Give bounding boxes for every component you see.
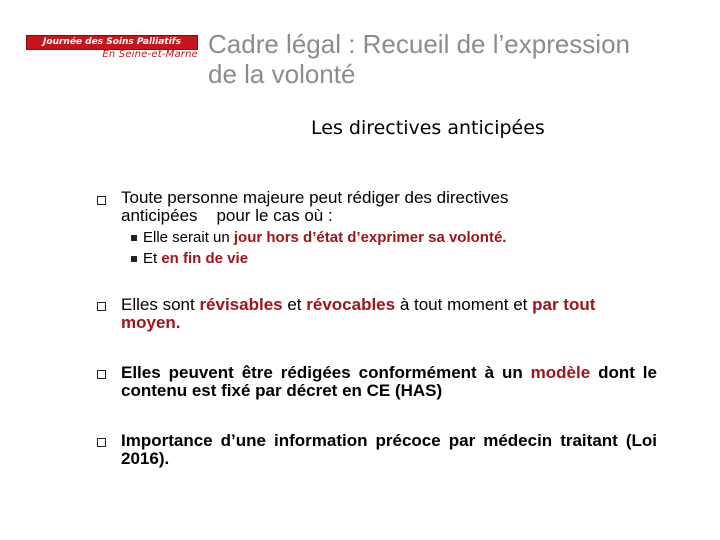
sub-list-item: Elle serait un jour hors d’état d’exprimer sa volonté. xyxy=(131,229,506,246)
checkbox-bullet-icon xyxy=(97,196,108,207)
sub-list-item: Et en fin de vie xyxy=(131,250,248,267)
logo-banner: Journée des Soins Palliatifs xyxy=(26,35,198,50)
list-item: Importance d’une information précoce par médecin traitant (Loi 2016). xyxy=(121,431,657,468)
list-item xyxy=(121,189,657,225)
slide-title-line2: de la volonté xyxy=(208,59,356,89)
square-bullet-icon xyxy=(131,235,137,241)
checkbox-bullet-icon xyxy=(97,370,108,381)
item1-line1: Toute personne majeure peut rédiger des directives xyxy=(121,188,509,207)
checkbox-bullet-icon xyxy=(97,302,108,313)
checkbox-bullet-icon xyxy=(97,438,108,449)
logo-subtitle: En Seine-et-Marne xyxy=(102,49,198,60)
section-heading-text: Les directives anticipées xyxy=(311,117,545,139)
list-item: Elles peuvent être rédigées conformément à un modèle dont le contenu est fixé par décret en CE (HAS) xyxy=(121,363,657,400)
slide-title-line1: Cadre légal : Recueil de l’expression xyxy=(208,29,631,59)
square-bullet-icon xyxy=(131,256,137,262)
item1-line2: anticipées pour le cas où : xyxy=(121,206,333,225)
list-item: Elles sont révisables et révocables à tout moment et par tout moyen. xyxy=(121,295,596,332)
